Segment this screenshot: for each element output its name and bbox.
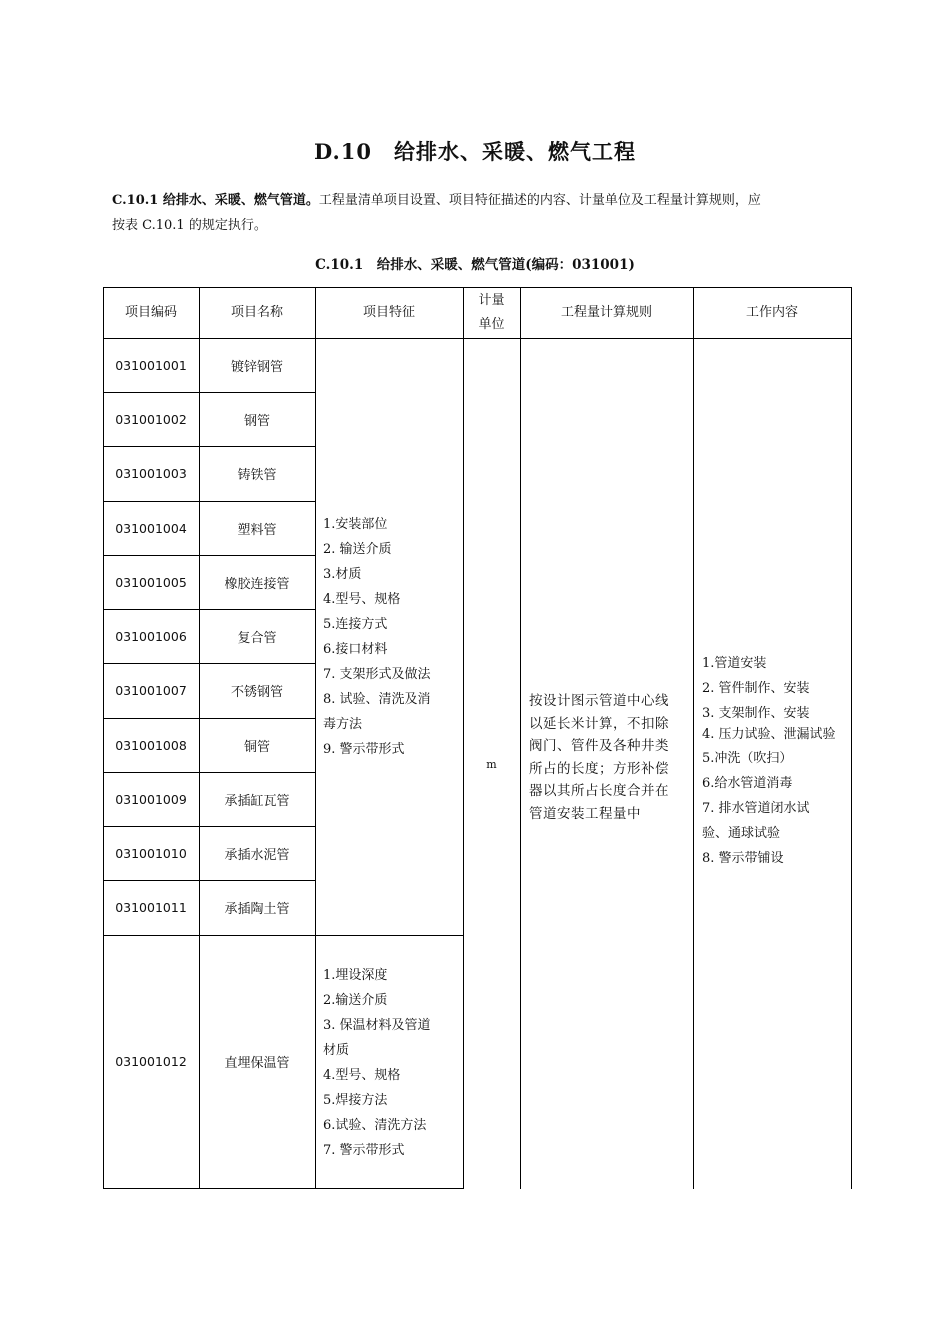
- feature-item: 1.埋设深度: [323, 968, 388, 983]
- row-code: 031001006: [115, 628, 187, 644]
- feature-item: 1.安装部位: [323, 517, 388, 532]
- rule-line: 以延长米计算，不扣除: [529, 715, 669, 732]
- row-code: 031001009: [115, 791, 187, 807]
- rule-line: 管道安装工程量中: [529, 805, 641, 822]
- measurement-rule: [529, 690, 689, 825]
- work-item: 6.给水管道消毒: [702, 776, 793, 791]
- row-name: 铸铁管: [237, 468, 277, 483]
- feature-item: 9. 警示带形式: [323, 742, 405, 757]
- row-name: 承插陶土管: [224, 902, 290, 917]
- feature-item: 4.型号、规格: [323, 1068, 401, 1083]
- header-unit-line2: 单位: [478, 316, 505, 332]
- work-item: 1.管道安装: [702, 656, 767, 671]
- work-item: 4. 压力试验、泄漏试验: [702, 727, 836, 742]
- feature-item: 6.试验、清洗方法: [323, 1118, 427, 1133]
- header-name: 项目名称: [230, 304, 283, 320]
- feature-item: 5.焊接方法: [323, 1093, 388, 1108]
- row-name: 塑料管: [237, 522, 277, 538]
- work-content-list: [702, 651, 852, 871]
- row-code: 031001007: [115, 683, 187, 698]
- header-unit-line1: 计量: [478, 292, 505, 308]
- grid-line: [315, 287, 316, 1189]
- grid-line: [315, 935, 464, 936]
- rule-line: 按设计图示管道中心线: [529, 693, 669, 709]
- features-list-insulated: [323, 963, 461, 1163]
- feature-item: 毒方法: [323, 717, 363, 732]
- feature-item: 7. 支架形式及做法: [323, 667, 431, 682]
- header-features: 项目特征: [362, 304, 415, 320]
- row-code: 031001005: [115, 574, 187, 590]
- row-name: 直埋保温管: [224, 1056, 290, 1071]
- page-title: D.10 给排水、采暖、燃气工程: [314, 139, 636, 164]
- work-item: 5.冲洗（吹扫）: [702, 751, 793, 766]
- features-list-pipes: [323, 512, 461, 762]
- row-name: 铜管: [243, 739, 270, 755]
- intro-paragraph: [112, 188, 842, 238]
- row-name: 钢管: [243, 413, 270, 429]
- grid-line: [463, 287, 464, 1189]
- row-code: 031001001: [115, 357, 187, 373]
- header-unit: [463, 287, 520, 338]
- row-code: 031001010: [115, 845, 187, 861]
- work-item: 8. 警示带铺设: [702, 851, 784, 866]
- intro-section-heading: C.10.1 给排水、采暖、燃气管道。: [112, 193, 319, 208]
- row-name: 不锈钢管: [230, 685, 283, 700]
- work-item: 3. 支架制作、安装: [702, 706, 810, 721]
- header-work: 工作内容: [745, 304, 798, 320]
- row-code: 031001004: [115, 520, 187, 536]
- grid-line: [103, 1188, 464, 1189]
- header-rule: 工程量计算规则: [560, 304, 652, 320]
- feature-item: 3.材质: [323, 567, 362, 582]
- row-name: 橡胶连接管: [224, 576, 290, 592]
- feature-item: 3. 保温材料及管道: [323, 1018, 431, 1033]
- row-name: 复合管: [237, 630, 277, 646]
- row-name: 镀锌钢管: [230, 359, 283, 375]
- feature-item: 2.输送介质: [323, 993, 388, 1008]
- intro-text-line1: 工程量清单项目设置、项目特征描述的内容、计量单位及工程量计算规则，应: [318, 193, 761, 208]
- header-code: 项目编码: [124, 304, 177, 320]
- feature-item: 5.连接方式: [323, 617, 388, 632]
- row-code: 031001011: [115, 900, 187, 915]
- feature-item: 4.型号、规格: [323, 592, 401, 607]
- feature-item: 6.接口材料: [323, 642, 388, 657]
- unit-value: m: [486, 757, 497, 771]
- work-item: 7. 排水管道闭水试: [702, 801, 810, 816]
- grid-line: [693, 287, 694, 1189]
- feature-item: 7. 警示带形式: [323, 1143, 405, 1158]
- intro-text-line2: 按表 C.10.1 的规定执行。: [112, 218, 267, 233]
- work-item: 2. 管件制作、安装: [702, 681, 810, 696]
- feature-item: 2. 输送介质: [323, 542, 392, 557]
- rule-line: 所占的长度；方形补偿: [529, 760, 669, 777]
- row-name: 承插缸瓦管: [224, 793, 290, 809]
- table-caption: C.10.1 给排水、采暖、燃气管道(编码：031001): [315, 257, 635, 273]
- grid-line: [520, 287, 521, 1189]
- row-code: 031001012: [115, 1054, 187, 1069]
- feature-item: 材质: [323, 1043, 350, 1058]
- rule-line: 阀门、管件及各种井类: [529, 738, 669, 754]
- row-code: 031001008: [115, 737, 187, 753]
- feature-item: 8. 试验、清洗及消: [323, 692, 431, 707]
- rule-line: 器以其所占长度合并在: [529, 783, 669, 799]
- row-name: 承插水泥管: [224, 847, 290, 863]
- row-code: 031001003: [115, 466, 187, 481]
- row-code: 031001002: [115, 411, 187, 427]
- work-item: 验、通球试验: [702, 826, 781, 841]
